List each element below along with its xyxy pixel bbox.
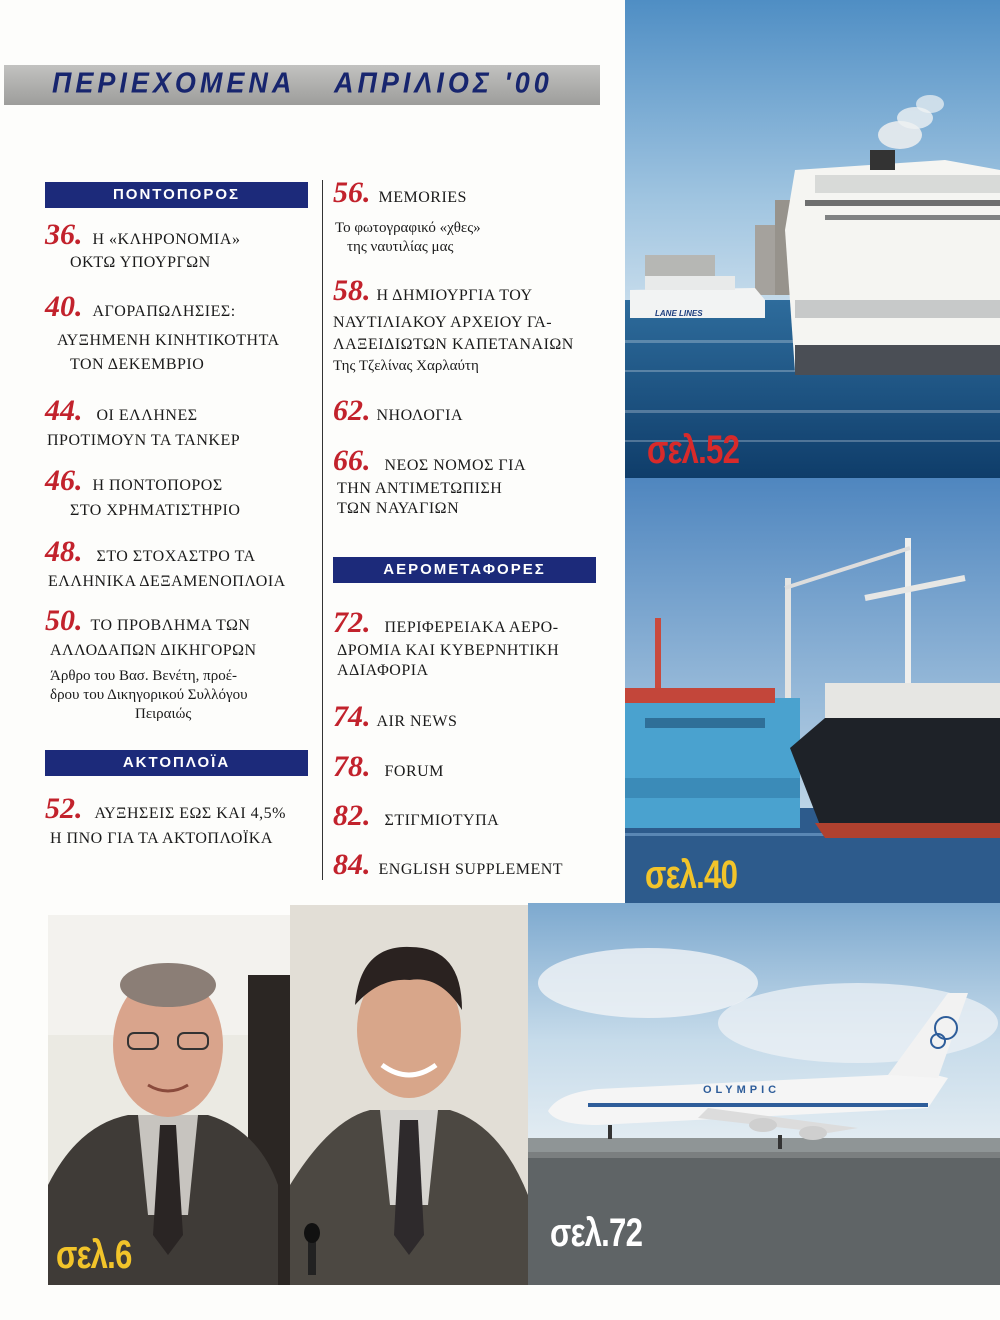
toc-item-50[interactable] xyxy=(45,604,320,723)
man-2-image xyxy=(290,905,528,1285)
item-title-2: ΔΡΟΜΙΑ ΚΑΙ ΚΥΒΕΡΝΗΤΙΚΗ xyxy=(337,642,560,659)
toc-item-56[interactable] xyxy=(333,176,618,256)
toc-item-72[interactable] xyxy=(333,606,618,680)
item-title: Η ΠΟΝΤΟΠΟΡΟΣ xyxy=(92,477,223,494)
page-label: σελ.72 xyxy=(550,1211,643,1255)
toc-item-74[interactable] xyxy=(333,700,613,734)
toc-item-78[interactable] xyxy=(333,750,613,784)
toc-item-36[interactable] xyxy=(45,218,315,272)
item-title: ΝΕΟΣ ΝΟΜΟΣ ΓΙΑ xyxy=(384,457,527,474)
item-title: Η ΔΗΜΙΟΥΡΓΙΑ ΤΟΥ xyxy=(376,287,533,304)
item-title: ΣΤΟ ΣΤΟΧΑΣΤΡΟ ΤΑ xyxy=(96,548,256,565)
item-title-2: ΤΗΝ ΑΝΤΙΜΕΤΩΠΙΣΗ xyxy=(337,480,503,497)
item-title: ΑΥΞΗΣΕΙΣ ΕΩΣ ΚΑΙ 4,5% xyxy=(94,805,286,822)
item-title: ENGLISH SUPPLEMENT xyxy=(378,861,564,878)
toc-item-84[interactable] xyxy=(333,848,613,882)
page-label: σελ.40 xyxy=(645,853,738,897)
item-title: ΑΓΟΡΑΠΩΛΗΣΙΕΣ: xyxy=(92,303,236,320)
plane-text: OLYMPIC xyxy=(703,1084,781,1096)
toc-item-48[interactable] xyxy=(45,535,320,591)
page-number: 52. xyxy=(45,792,83,825)
toc-item-44[interactable] xyxy=(45,394,315,450)
item-title-2: ΣΤΟ ΧΡΗΜΑΤΙΣΤΗΡΙΟ xyxy=(70,502,241,519)
page-number: 66. xyxy=(333,444,371,477)
page-number: 50. xyxy=(45,604,83,637)
item-title: Η «ΚΛΗΡΟΝΟΜΙΑ» xyxy=(92,231,241,248)
toc-item-46[interactable] xyxy=(45,464,315,520)
item-title-3: ΤΩΝ ΝΑΥΑΓΙΩΝ xyxy=(337,500,460,517)
header-title: ΠΕΡΙΕΧΟΜΕΝΑ xyxy=(52,67,296,99)
item-title: ΟΙ ΕΛΛΗΝΕΣ xyxy=(96,407,198,424)
toc-item-58[interactable] xyxy=(333,274,623,375)
item-subtitle: Το φωτογραφικό «χθες» xyxy=(335,220,481,236)
man-1-image xyxy=(48,915,290,1285)
page-number: 82. xyxy=(333,799,371,832)
photo-man-2[interactable] xyxy=(290,905,528,1285)
toc-item-82[interactable] xyxy=(333,799,613,833)
page-number: 56. xyxy=(333,176,371,209)
item-title: ΝΗΟΛΟΓΙΑ xyxy=(376,407,464,424)
item-title-2: Η ΠΝΟ ΓΙΑ ΤΑ ΑΚΤΟΠΛΟΪΚΑ xyxy=(50,830,273,847)
item-title-2: ΝΑΥΤΙΛΙΑΚΟΥ ΑΡΧΕΙΟΥ ΓΑ- xyxy=(333,314,553,331)
item-title: ΠΕΡΙΦΕΡΕΙΑΚΑ ΑΕΡΟ- xyxy=(384,619,559,636)
page-number: 48. xyxy=(45,535,83,568)
header-date: ΑΠΡΙΛΙΟΣ '00 xyxy=(334,67,553,99)
item-title-2: ΟΚΤΩ ΥΠΟΥΡΓΩΝ xyxy=(70,254,211,271)
page-number: 62. xyxy=(333,394,371,427)
page-number: 74. xyxy=(333,700,371,733)
item-title-3: ΤΟΝ ΔΕΚΕΜΒΡΙΟ xyxy=(70,356,205,373)
item-title-2: ΑΛΛΟΔΑΠΩΝ ΔΙΚΗΓΟΡΩΝ xyxy=(50,642,257,659)
cargo-image xyxy=(625,478,1000,903)
toc-item-62[interactable] xyxy=(333,394,613,428)
page-number: 58. xyxy=(333,274,371,307)
section-pontoporos: ΠΟΝΤΟΠΟΡΟΣ xyxy=(45,182,308,208)
item-title: MEMORIES xyxy=(378,189,467,206)
item-title: ΤΟ ΠΡΟΒΛΗΜΑ ΤΩΝ xyxy=(90,617,251,634)
item-subtitle: Άρθρο του Βασ. Βενέτη, προέ- xyxy=(50,668,238,684)
page-number: 44. xyxy=(45,394,83,427)
item-title-2: ΑΥΞΗΜΕΝΗ ΚΙΝΗΤΙΚΟΤΗΤΑ xyxy=(57,332,280,349)
page-number: 36. xyxy=(45,218,83,251)
item-title-3: ΑΔΙΑΦΟΡΙΑ xyxy=(337,662,429,679)
page-label: σελ.52 xyxy=(647,428,740,472)
section-aktoploia: ΑΚΤΟΠΛΟΪΑ xyxy=(45,750,308,776)
item-title-3: ΛΑΞΕΙΔΙΩΤΩΝ ΚΑΠΕΤΑΝΑΙΩΝ xyxy=(333,336,574,353)
page-number: 46. xyxy=(45,464,83,497)
ferry-image xyxy=(625,0,1000,478)
item-title: FORUM xyxy=(384,763,444,780)
toc-item-40[interactable] xyxy=(45,290,320,374)
item-subtitle-3: Πειραιώς xyxy=(135,706,192,722)
page-number: 40. xyxy=(45,290,83,323)
section-aerometafores: ΑΕΡΟΜΕΤΑΦΟΡΕΣ xyxy=(333,557,596,583)
photo-plane[interactable] xyxy=(528,903,1000,1285)
item-title: ΣΤΙΓΜΙΟΤΥΠΑ xyxy=(384,812,500,829)
toc-item-52[interactable] xyxy=(45,792,320,848)
item-subtitle-2: δρου του Δικηγορικού Συλλόγου xyxy=(50,687,248,703)
page-number: 78. xyxy=(333,750,371,783)
photo-man-1[interactable] xyxy=(48,915,290,1285)
page-number: 84. xyxy=(333,848,371,881)
page-number: 72. xyxy=(333,606,371,639)
photo-cargo[interactable] xyxy=(625,478,1000,903)
toc-item-66[interactable] xyxy=(333,444,618,518)
item-subtitle: Της Τζελίνας Χαρλαύτη xyxy=(333,358,479,374)
page-label: σελ.6 xyxy=(56,1233,132,1277)
column-divider xyxy=(322,180,323,880)
item-title: AIR NEWS xyxy=(376,713,458,730)
header-bar xyxy=(4,65,600,105)
item-title-2: ΠΡΟΤΙΜΟΥΝ ΤΑ ΤΑΝΚΕΡ xyxy=(47,432,241,449)
photo-ferry[interactable] xyxy=(625,0,1000,478)
item-subtitle-2: της ναυτιλίας μας xyxy=(347,239,454,255)
ship-text: LANE LINES xyxy=(655,309,703,318)
item-title-2: ΕΛΛΗΝΙΚΑ ΔΕΞΑΜΕΝΟΠΛΟΙΑ xyxy=(48,573,286,590)
